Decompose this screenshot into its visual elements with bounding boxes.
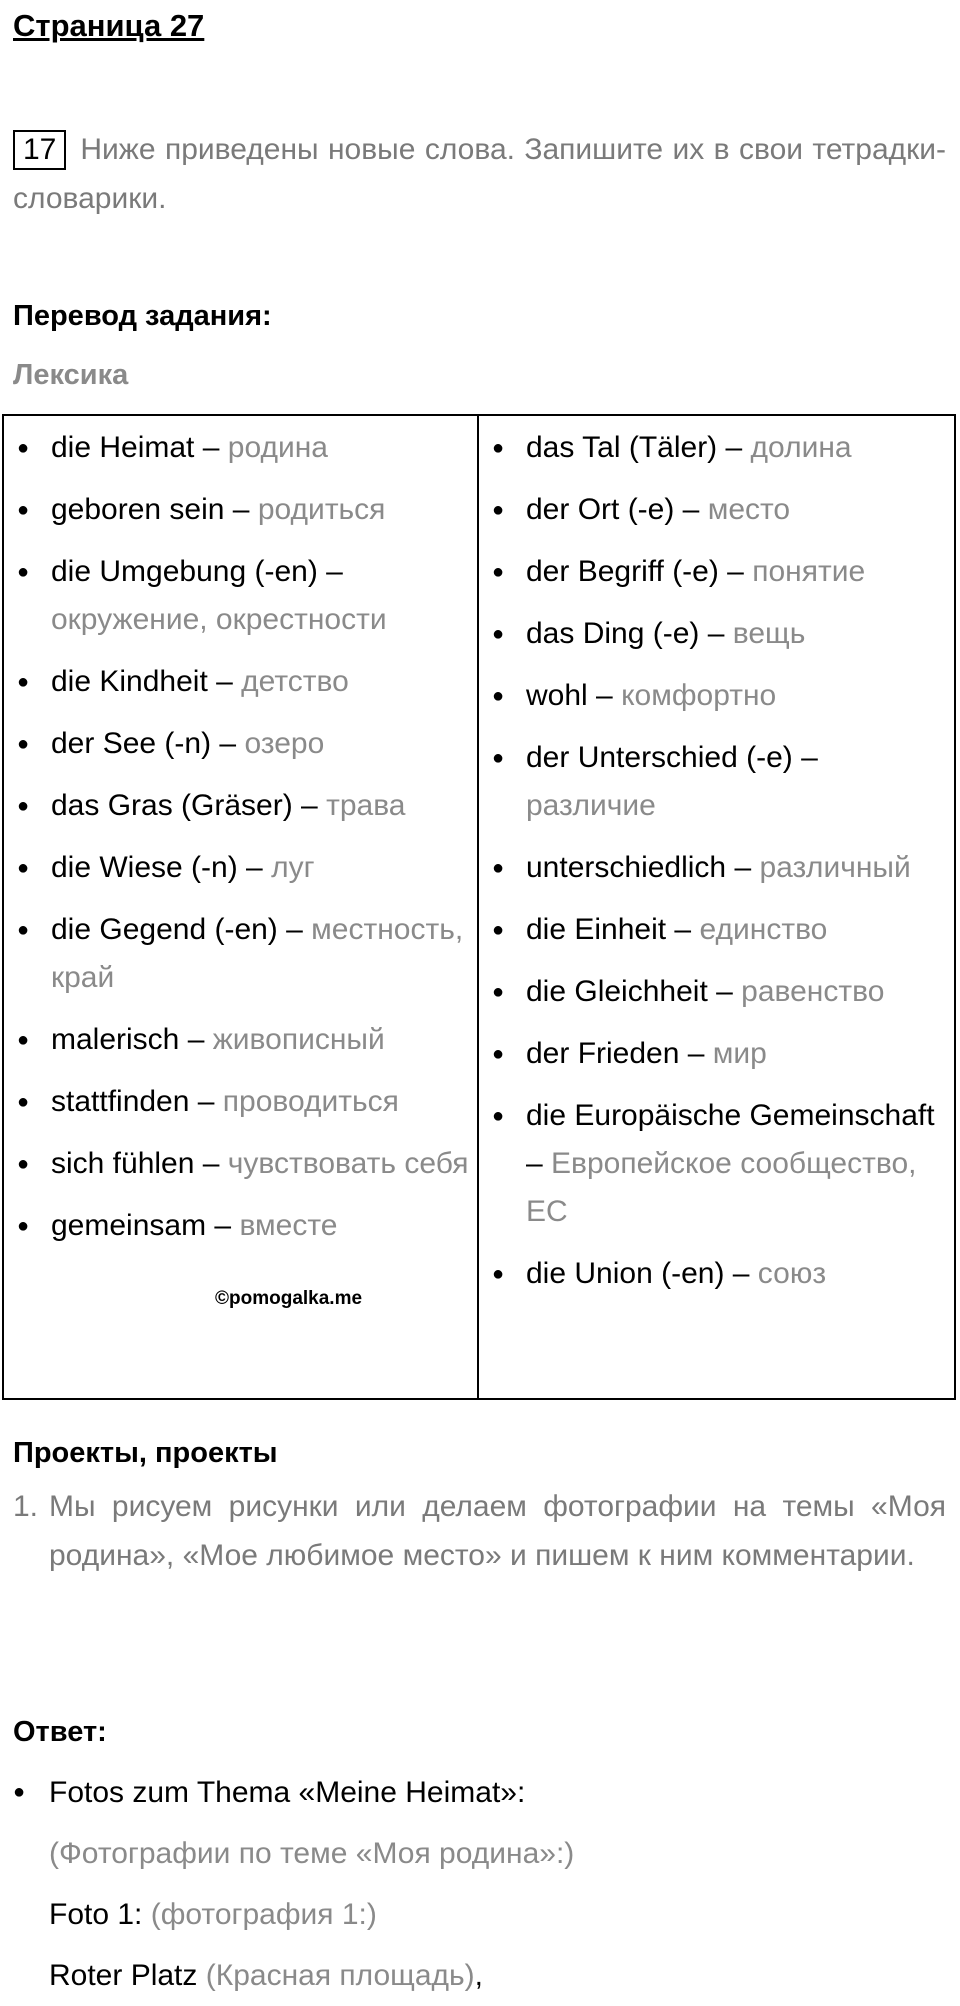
project-text: Мы рисуем рисунки или делаем фотографии на темы «Моя родина», «Мое любимое место» и пишем к ним комментарии.	[49, 1490, 946, 1572]
vocab-item	[479, 1250, 954, 1298]
vocab-translation: окружение, окрестности	[51, 603, 387, 636]
vocab-german: geboren sein –	[51, 493, 250, 526]
vocab-german: das Ding (-e) –	[526, 617, 725, 650]
vocab-item	[479, 906, 954, 954]
answer-bullet-text: Fotos zum Thema «Meine Heimat»:	[49, 1776, 526, 1809]
vocab-item	[479, 968, 954, 1016]
vocab-translation: союз	[757, 1257, 827, 1290]
watermark: ©pomogalka.me	[215, 1288, 363, 1309]
vocab-translation: равенство	[741, 975, 885, 1008]
vocab-translation: вещь	[732, 617, 806, 650]
vocab-german: die Gleichheit –	[526, 975, 733, 1008]
vocab-item	[479, 1030, 954, 1078]
vocab-translation: трава	[326, 789, 406, 822]
vocabulary-left-column	[4, 416, 479, 1398]
vocab-german: das Tal (Täler) –	[526, 431, 743, 464]
vocab-translation: живописный	[212, 1023, 385, 1056]
vocab-item	[479, 610, 954, 658]
vocab-item	[479, 424, 954, 472]
vocab-item	[4, 844, 477, 892]
vocab-german: der See (-n) –	[51, 727, 237, 760]
answer-block	[13, 1762, 946, 2006]
vocab-item	[4, 424, 477, 472]
vocab-german: die Einheit –	[526, 913, 692, 946]
foto-translation: (фотография 1:)	[150, 1898, 377, 1931]
vocab-item	[4, 1140, 477, 1188]
vocab-translation: чувствовать себя	[227, 1147, 469, 1180]
vocab-translation: проводиться	[222, 1085, 399, 1118]
vocab-translation: различный	[759, 851, 911, 884]
vocab-german: malerisch –	[51, 1023, 205, 1056]
project-item	[13, 1482, 946, 1580]
vocab-translation: озеро	[244, 727, 325, 760]
vocab-item	[479, 1092, 954, 1236]
vocab-german: die Kindheit –	[51, 665, 233, 698]
vocab-german: der Frieden –	[526, 1037, 705, 1070]
projects-list	[13, 1482, 946, 1580]
vocab-translation: единство	[699, 913, 828, 946]
vocab-heading: Лексика	[13, 359, 129, 391]
vocab-translation: Европейское сообщество, ЕС	[526, 1147, 917, 1228]
vocab-german: die Gegend (-en) –	[51, 913, 303, 946]
vocab-item	[4, 906, 477, 1002]
vocab-translation: родиться	[257, 493, 386, 526]
answer-heading: Ответ:	[13, 1716, 107, 1748]
vocab-item	[4, 486, 477, 534]
task-text: Ниже приведены новые слова. Запишите их в свои тетрадки-словарики.	[13, 133, 946, 215]
answer-bullet	[13, 1762, 946, 1823]
page-title: Страница 27	[13, 8, 205, 43]
place-ru: (Красная площадь)	[205, 1959, 475, 1992]
project-number: 1.	[13, 1490, 39, 1523]
vocabulary-right-list	[479, 424, 954, 1298]
vocab-item	[479, 844, 954, 892]
vocab-translation: комфортно	[621, 679, 777, 712]
vocab-translation: различие	[526, 789, 656, 822]
vocab-translation: понятие	[752, 555, 866, 588]
translation-heading: Перевод задания:	[13, 300, 272, 332]
answer-place-line	[13, 1945, 946, 2006]
vocab-german: stattfinden –	[51, 1085, 215, 1118]
vocab-item	[4, 1202, 477, 1250]
vocab-translation: родина	[227, 431, 328, 464]
vocab-item	[4, 720, 477, 768]
vocabulary-right-column	[479, 416, 954, 1398]
vocab-german: der Begriff (-e) –	[526, 555, 744, 588]
vocab-translation: место	[707, 493, 791, 526]
vocab-item	[479, 486, 954, 534]
task-number: 17	[13, 130, 66, 170]
vocabulary-left-list	[4, 424, 477, 1250]
vocab-translation: луг	[271, 851, 315, 884]
foto-label: Foto 1:	[49, 1898, 143, 1931]
vocab-german: die Union (-en) –	[526, 1257, 750, 1290]
vocab-german: die Umgebung (-en) –	[51, 555, 343, 588]
vocab-item	[4, 1078, 477, 1126]
vocab-german: gemeinsam –	[51, 1209, 232, 1242]
place-de: Roter Platz	[49, 1959, 198, 1992]
vocab-german: das Gras (Gräser) –	[51, 789, 318, 822]
vocab-translation: местность, край	[51, 913, 464, 994]
task-statement	[13, 125, 946, 223]
vocab-german: die Heimat –	[51, 431, 220, 464]
place-end: ,	[474, 1959, 484, 1992]
vocab-german: die Wiese (-n) –	[51, 851, 263, 884]
vocab-translation: долина	[750, 431, 852, 464]
vocab-item	[479, 672, 954, 720]
vocabulary-table	[2, 414, 956, 1400]
vocab-german: unterschiedlich –	[526, 851, 752, 884]
vocab-item	[479, 548, 954, 596]
vocab-item	[4, 548, 477, 644]
vocab-item	[4, 658, 477, 706]
answer-bullet-translation: (Фотографии по теме «Моя родина»:)	[49, 1837, 575, 1870]
vocab-translation: мир	[712, 1037, 767, 1070]
projects-heading: Проекты, проекты	[13, 1437, 278, 1469]
vocab-translation: вместе	[239, 1209, 338, 1242]
vocab-item	[4, 1016, 477, 1064]
answer-foto-line	[13, 1884, 946, 1945]
vocab-item	[4, 782, 477, 830]
vocab-german: sich fühlen –	[51, 1147, 220, 1180]
vocab-german: die Europäische Gemeinschaft –	[526, 1099, 935, 1180]
vocab-german: wohl –	[526, 679, 613, 712]
vocab-translation: детство	[241, 665, 349, 698]
vocab-german: der Ort (-e) –	[526, 493, 700, 526]
vocab-item	[479, 734, 954, 830]
vocab-german: der Unterschied (-e) –	[526, 741, 818, 774]
